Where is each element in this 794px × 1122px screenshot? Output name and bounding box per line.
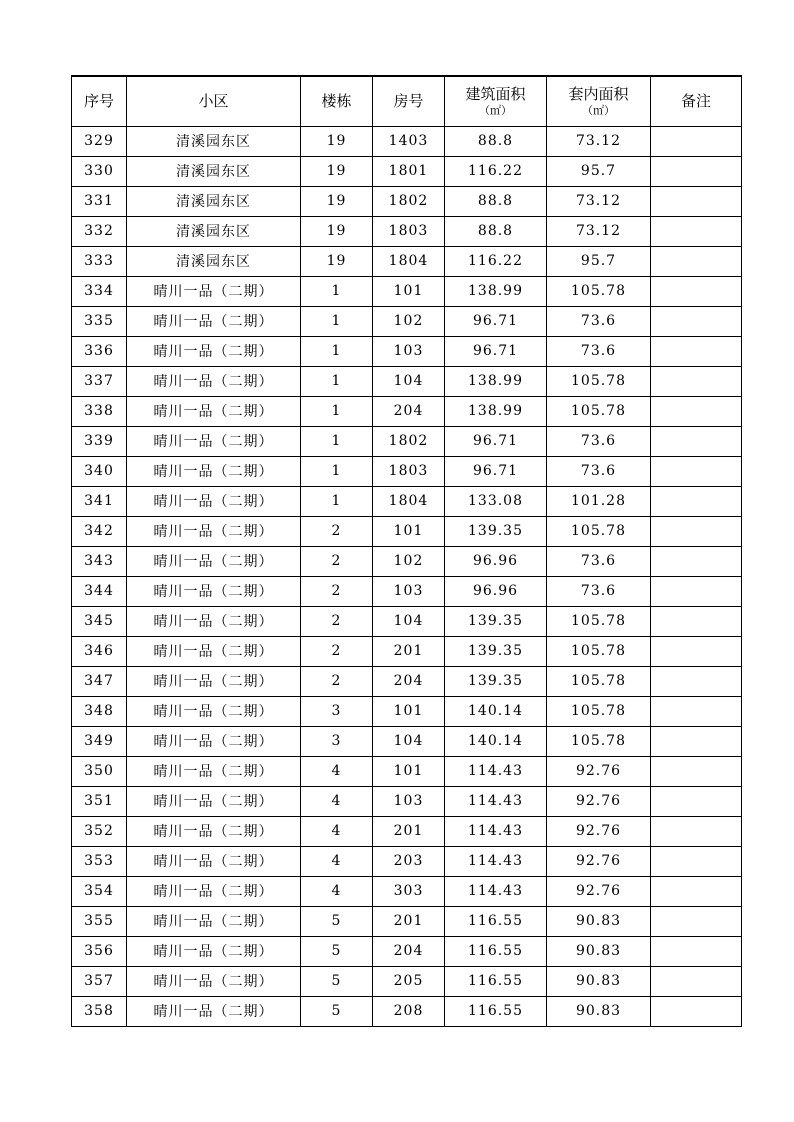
cell-gross-area: 139.35	[445, 516, 547, 546]
cell-gross-area: 88.8	[445, 216, 547, 246]
cell-room: 104	[373, 366, 445, 396]
table-header	[72, 76, 742, 126]
cell-community: 晴川一品（二期）	[127, 276, 301, 306]
cell-room: 1804	[373, 486, 445, 516]
cell-inner-area: 105.78	[547, 516, 651, 546]
cell-remark	[651, 306, 742, 336]
cell-remark	[651, 696, 742, 726]
cell-building: 1	[301, 366, 373, 396]
cell-gross-area: 116.55	[445, 996, 547, 1026]
table-row	[72, 276, 742, 306]
cell-gross-area: 114.43	[445, 876, 547, 906]
cell-room: 201	[373, 906, 445, 936]
cell-remark	[651, 456, 742, 486]
cell-inner-area: 92.76	[547, 846, 651, 876]
cell-remark	[651, 246, 742, 276]
cell-community: 晴川一品（二期）	[127, 546, 301, 576]
cell-community: 晴川一品（二期）	[127, 936, 301, 966]
table-row	[72, 786, 742, 816]
table-row	[72, 666, 742, 696]
cell-remark	[651, 576, 742, 606]
cell-inner-area: 95.7	[547, 156, 651, 186]
cell-inner-area: 105.78	[547, 666, 651, 696]
cell-seq: 332	[72, 216, 127, 246]
cell-building: 19	[301, 186, 373, 216]
cell-room: 101	[373, 756, 445, 786]
cell-remark	[651, 486, 742, 516]
cell-community: 晴川一品（二期）	[127, 636, 301, 666]
cell-community: 晴川一品（二期）	[127, 606, 301, 636]
header-gross-area-label: 建筑面积	[465, 85, 526, 104]
cell-gross-area: 116.55	[445, 966, 547, 996]
table-row	[72, 906, 742, 936]
cell-seq: 331	[72, 186, 127, 216]
cell-seq: 341	[72, 486, 127, 516]
cell-building: 5	[301, 906, 373, 936]
cell-seq: 340	[72, 456, 127, 486]
cell-inner-area: 105.78	[547, 396, 651, 426]
header-building: 楼栋	[301, 76, 373, 126]
table-row	[72, 156, 742, 186]
cell-remark	[651, 876, 742, 906]
cell-inner-area: 90.83	[547, 906, 651, 936]
cell-room: 201	[373, 636, 445, 666]
cell-remark	[651, 816, 742, 846]
cell-community: 晴川一品（二期）	[127, 666, 301, 696]
cell-building: 2	[301, 606, 373, 636]
cell-seq: 354	[72, 876, 127, 906]
table-row	[72, 216, 742, 246]
cell-gross-area: 96.96	[445, 546, 547, 576]
cell-room: 204	[373, 396, 445, 426]
cell-inner-area: 73.6	[547, 546, 651, 576]
cell-building: 5	[301, 966, 373, 996]
cell-gross-area: 140.14	[445, 726, 547, 756]
header-inner-area	[547, 76, 651, 126]
cell-gross-area: 140.14	[445, 696, 547, 726]
cell-building: 2	[301, 546, 373, 576]
cell-community: 晴川一品（二期）	[127, 696, 301, 726]
cell-gross-area: 139.35	[445, 666, 547, 696]
cell-gross-area: 114.43	[445, 846, 547, 876]
cell-building: 4	[301, 846, 373, 876]
cell-inner-area: 90.83	[547, 966, 651, 996]
cell-inner-area: 92.76	[547, 876, 651, 906]
cell-inner-area: 73.6	[547, 576, 651, 606]
cell-inner-area: 73.12	[547, 216, 651, 246]
table-row	[72, 516, 742, 546]
cell-room: 102	[373, 306, 445, 336]
cell-seq: 357	[72, 966, 127, 996]
cell-gross-area: 139.35	[445, 606, 547, 636]
cell-building: 2	[301, 576, 373, 606]
cell-building: 1	[301, 276, 373, 306]
cell-community: 晴川一品（二期）	[127, 846, 301, 876]
cell-room: 204	[373, 936, 445, 966]
cell-room: 201	[373, 816, 445, 846]
table-row	[72, 576, 742, 606]
cell-remark	[651, 786, 742, 816]
cell-community: 晴川一品（二期）	[127, 396, 301, 426]
cell-seq: 347	[72, 666, 127, 696]
table-row	[72, 996, 742, 1026]
cell-remark	[651, 966, 742, 996]
cell-inner-area: 73.6	[547, 336, 651, 366]
table-row	[72, 486, 742, 516]
header-gross-area-unit: （㎡）	[479, 104, 512, 118]
table-row	[72, 606, 742, 636]
cell-gross-area: 114.43	[445, 816, 547, 846]
cell-seq: 344	[72, 576, 127, 606]
cell-community: 晴川一品（二期）	[127, 876, 301, 906]
cell-remark	[651, 906, 742, 936]
cell-seq: 334	[72, 276, 127, 306]
cell-gross-area: 96.71	[445, 426, 547, 456]
cell-inner-area: 73.6	[547, 306, 651, 336]
table-row	[72, 846, 742, 876]
cell-gross-area: 88.8	[445, 126, 547, 156]
cell-building: 19	[301, 216, 373, 246]
cell-inner-area: 101.28	[547, 486, 651, 516]
cell-building: 4	[301, 756, 373, 786]
cell-building: 19	[301, 156, 373, 186]
cell-community: 清溪园东区	[127, 126, 301, 156]
cell-community: 晴川一品（二期）	[127, 426, 301, 456]
cell-community: 晴川一品（二期）	[127, 306, 301, 336]
table-row	[72, 966, 742, 996]
cell-remark	[651, 336, 742, 366]
cell-gross-area: 96.71	[445, 336, 547, 366]
cell-building: 4	[301, 786, 373, 816]
cell-building: 2	[301, 666, 373, 696]
cell-remark	[651, 936, 742, 966]
cell-inner-area: 73.6	[547, 456, 651, 486]
cell-room: 203	[373, 846, 445, 876]
cell-room: 101	[373, 276, 445, 306]
cell-seq: 346	[72, 636, 127, 666]
table-row	[72, 396, 742, 426]
table-row	[72, 426, 742, 456]
cell-remark	[651, 546, 742, 576]
cell-community: 晴川一品（二期）	[127, 726, 301, 756]
table-row	[72, 306, 742, 336]
cell-room: 103	[373, 786, 445, 816]
cell-building: 3	[301, 696, 373, 726]
cell-building: 3	[301, 726, 373, 756]
cell-room: 208	[373, 996, 445, 1026]
header-seq: 序号	[72, 76, 127, 126]
cell-remark	[651, 996, 742, 1026]
cell-seq: 343	[72, 546, 127, 576]
table-row	[72, 756, 742, 786]
cell-building: 1	[301, 306, 373, 336]
cell-seq: 329	[72, 126, 127, 156]
cell-remark	[651, 126, 742, 156]
cell-remark	[651, 636, 742, 666]
cell-room: 204	[373, 666, 445, 696]
cell-gross-area: 138.99	[445, 396, 547, 426]
cell-inner-area: 105.78	[547, 276, 651, 306]
cell-inner-area: 95.7	[547, 246, 651, 276]
cell-inner-area: 105.78	[547, 606, 651, 636]
cell-seq: 342	[72, 516, 127, 546]
cell-community: 晴川一品（二期）	[127, 966, 301, 996]
cell-seq: 353	[72, 846, 127, 876]
cell-building: 1	[301, 396, 373, 426]
table-row	[72, 636, 742, 666]
cell-inner-area: 92.76	[547, 756, 651, 786]
cell-inner-area: 105.78	[547, 636, 651, 666]
table-row	[72, 696, 742, 726]
cell-room: 103	[373, 336, 445, 366]
cell-remark	[651, 156, 742, 186]
cell-gross-area: 138.99	[445, 366, 547, 396]
cell-seq: 336	[72, 336, 127, 366]
cell-room: 1802	[373, 186, 445, 216]
cell-inner-area: 73.12	[547, 186, 651, 216]
cell-seq: 338	[72, 396, 127, 426]
table-row	[72, 546, 742, 576]
cell-room: 1803	[373, 216, 445, 246]
cell-gross-area: 114.43	[445, 756, 547, 786]
cell-room: 303	[373, 876, 445, 906]
cell-seq: 348	[72, 696, 127, 726]
cell-remark	[651, 216, 742, 246]
cell-gross-area: 116.22	[445, 156, 547, 186]
cell-seq: 333	[72, 246, 127, 276]
cell-building: 4	[301, 876, 373, 906]
cell-inner-area: 92.76	[547, 786, 651, 816]
table-row	[72, 876, 742, 906]
cell-community: 晴川一品（二期）	[127, 996, 301, 1026]
cell-room: 102	[373, 546, 445, 576]
header-inner-area-label: 套内面积	[568, 85, 629, 104]
cell-inner-area: 73.6	[547, 426, 651, 456]
cell-seq: 356	[72, 936, 127, 966]
cell-seq: 349	[72, 726, 127, 756]
table-row	[72, 816, 742, 846]
cell-gross-area: 116.55	[445, 906, 547, 936]
cell-room: 1803	[373, 456, 445, 486]
cell-room: 103	[373, 576, 445, 606]
cell-seq: 351	[72, 786, 127, 816]
table-body	[72, 126, 742, 1026]
cell-community: 晴川一品（二期）	[127, 516, 301, 546]
cell-remark	[651, 756, 742, 786]
table-row	[72, 126, 742, 156]
cell-community: 晴川一品（二期）	[127, 336, 301, 366]
cell-gross-area: 114.43	[445, 786, 547, 816]
cell-gross-area: 88.8	[445, 186, 547, 216]
cell-community: 晴川一品（二期）	[127, 756, 301, 786]
cell-seq: 352	[72, 816, 127, 846]
header-gross-area	[445, 76, 547, 126]
table-row	[72, 246, 742, 276]
cell-seq: 339	[72, 426, 127, 456]
cell-room: 104	[373, 726, 445, 756]
cell-community: 晴川一品（二期）	[127, 816, 301, 846]
cell-gross-area: 96.71	[445, 456, 547, 486]
cell-building: 2	[301, 636, 373, 666]
cell-remark	[651, 666, 742, 696]
cell-building: 19	[301, 246, 373, 276]
cell-seq: 337	[72, 366, 127, 396]
cell-inner-area: 105.78	[547, 726, 651, 756]
cell-room: 104	[373, 606, 445, 636]
table-row	[72, 936, 742, 966]
cell-gross-area: 138.99	[445, 276, 547, 306]
cell-remark	[651, 606, 742, 636]
cell-gross-area: 96.96	[445, 576, 547, 606]
cell-remark	[651, 186, 742, 216]
cell-inner-area: 90.83	[547, 936, 651, 966]
cell-remark	[651, 366, 742, 396]
cell-building: 1	[301, 336, 373, 366]
cell-community: 晴川一品（二期）	[127, 486, 301, 516]
cell-seq: 358	[72, 996, 127, 1026]
table-row	[72, 186, 742, 216]
cell-building: 1	[301, 456, 373, 486]
cell-seq: 335	[72, 306, 127, 336]
cell-remark	[651, 396, 742, 426]
cell-community: 晴川一品（二期）	[127, 366, 301, 396]
housing-table-container	[71, 75, 741, 1027]
cell-room: 1804	[373, 246, 445, 276]
cell-room: 101	[373, 516, 445, 546]
cell-remark	[651, 726, 742, 756]
header-community: 小区	[127, 76, 301, 126]
cell-room: 1403	[373, 126, 445, 156]
cell-building: 1	[301, 426, 373, 456]
cell-building: 5	[301, 936, 373, 966]
cell-seq: 330	[72, 156, 127, 186]
header-inner-area-unit: （㎡）	[582, 104, 615, 118]
cell-inner-area: 73.12	[547, 126, 651, 156]
table-row	[72, 366, 742, 396]
cell-gross-area: 116.22	[445, 246, 547, 276]
table-row	[72, 456, 742, 486]
cell-building: 2	[301, 516, 373, 546]
cell-gross-area: 139.35	[445, 636, 547, 666]
cell-seq: 350	[72, 756, 127, 786]
cell-seq: 345	[72, 606, 127, 636]
cell-building: 5	[301, 996, 373, 1026]
housing-table	[71, 75, 742, 1027]
cell-community: 清溪园东区	[127, 156, 301, 186]
cell-inner-area: 92.76	[547, 816, 651, 846]
cell-community: 晴川一品（二期）	[127, 906, 301, 936]
cell-community: 晴川一品（二期）	[127, 576, 301, 606]
cell-building: 19	[301, 126, 373, 156]
header-room: 房号	[373, 76, 445, 126]
table-row	[72, 336, 742, 366]
cell-room: 101	[373, 696, 445, 726]
cell-room: 1801	[373, 156, 445, 186]
cell-remark	[651, 426, 742, 456]
cell-gross-area: 96.71	[445, 306, 547, 336]
cell-community: 清溪园东区	[127, 216, 301, 246]
cell-remark	[651, 516, 742, 546]
cell-remark	[651, 276, 742, 306]
cell-gross-area: 116.55	[445, 936, 547, 966]
cell-inner-area: 90.83	[547, 996, 651, 1026]
table-row	[72, 726, 742, 756]
header-row	[72, 76, 742, 126]
cell-building: 1	[301, 486, 373, 516]
cell-community: 清溪园东区	[127, 186, 301, 216]
cell-community: 晴川一品（二期）	[127, 786, 301, 816]
cell-seq: 355	[72, 906, 127, 936]
cell-room: 205	[373, 966, 445, 996]
cell-community: 清溪园东区	[127, 246, 301, 276]
header-remark: 备注	[651, 76, 742, 126]
cell-room: 1802	[373, 426, 445, 456]
cell-remark	[651, 846, 742, 876]
cell-community: 晴川一品（二期）	[127, 456, 301, 486]
cell-gross-area: 133.08	[445, 486, 547, 516]
cell-inner-area: 105.78	[547, 366, 651, 396]
cell-inner-area: 105.78	[547, 696, 651, 726]
cell-building: 4	[301, 816, 373, 846]
